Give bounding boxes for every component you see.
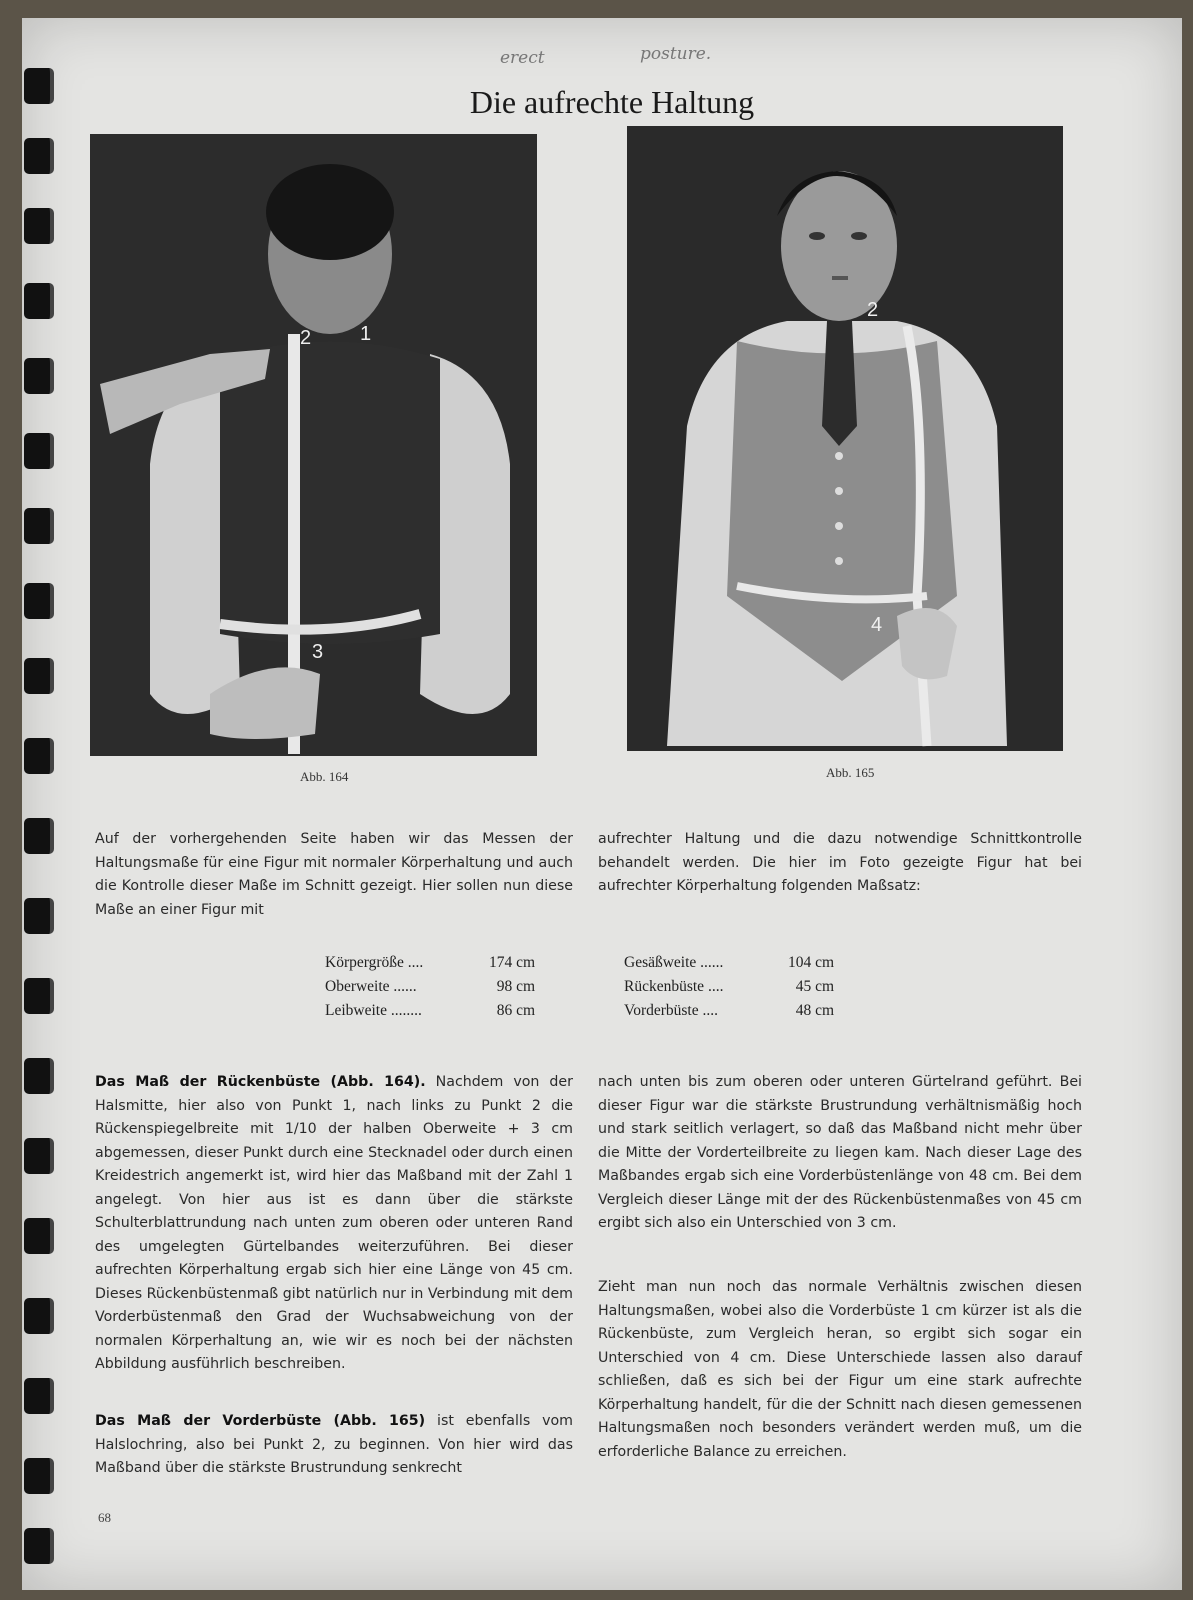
figure-165-photo [627,126,1063,751]
measurement-row: Oberweite ...... 98 cm [325,978,535,995]
measurements-right [624,951,834,1023]
measurement-row: Vorderbüste .... 48 cm [624,1002,834,1019]
intro-left-paragraph: Auf der vorhergehenden Seite haben wir das Messen der Haltungsmaße für eine Figur mit normaler Körperhaltung und auch die Kontrolle dieser Maße im Schnitt gezeigt. Hier sollen nun diese Maße an einer Figur mit [95,831,573,918]
book-page [22,18,1182,1590]
section-heading: Das Maß der Vorderbüste (Abb. 165) [95,1413,426,1429]
figure-165-caption: Abb. 165 [826,765,875,780]
label-1: 1 [360,323,372,345]
label-3: 3 [312,641,324,663]
figure-164-photo [90,134,537,756]
section-text: Nachdem von der Halsmitte, hier also von Punkt 1, nach links zu Punkt 2 die Rückenspiegelbreite mit 1/10 der halben Oberweite + 3 cm abgemessen, dieser Punkt durch eine Stecknadel oder durch einen Kreidestrich angemerkt ist, wird hier das Maßband mit der Zahl 1 angelegt. Von hier aus ist es dann über die stärkste Schulterblattrundung nach unten zum oberen oder unteren Rand des umgelegten Gürtelbandes weiterzuführen. Bei dieser aufrechten Körperhaltung ergab sich hier eine Länge von 45 cm. Dieses Rückenbüstenmaß gibt natürlich nur in Verbindung mit dem Vorderbüstenmaß den Grad der Wuchsabweichung von der normalen Körperhaltung an, wie wir es noch bei der nächsten Abbildung ausführlich beschreiben. [95,1074,573,1372]
handwritten-annotation-right: posture. [640,44,712,64]
intro-right-paragraph: aufrechter Haltung und die dazu notwendige Schnittkontrolle behandelt werden. Die hier im Foto gezeigte Figur hat bei aufrechter Körperhaltung folgenden Maßsatz: [598,831,1082,894]
right-column-paragraph-1: nach unten bis zum oberen oder unteren Gürtelrand geführt. Bei dieser Figur war die stärkste Brustrundung verhältnismäßig hoch und stark seitlich verlagert, so daß das Maßband nicht mehr über die Mitte der Vorderteilbreite zu liegen kam. Nach dieser Lage des Maßbandes ergab sich eine Vorderbüstenlänge von 48 cm. Bei dem Vergleich dieser Länge mit der des Rückenbüstenmaßes von 45 cm ergibt sich also ein Unterschied von 3 cm. [598,1074,1082,1231]
section-rueckenbueste [95,1071,573,1377]
section-heading: Das Maß der Rückenbüste (Abb. 164). [95,1074,426,1090]
measurement-row: Leibweite ........ 86 cm [325,1002,535,1019]
label-4: 4 [871,614,883,636]
measurement-row: Körpergröße .... 174 cm [325,954,535,971]
page-number: 68 [98,1510,111,1525]
label-2: 2 [300,327,312,349]
measurements-left [325,951,535,1023]
label-2: 2 [867,299,879,321]
measurement-row: Rückenbüste .... 45 cm [624,978,834,995]
section-vorderbueste [95,1410,573,1481]
spiral-binding [22,58,62,1558]
page-title: Die aufrechte Haltung [469,84,755,120]
right-column-paragraph-2: Zieht man nun noch das normale Verhältnis zwischen diesen Haltungsmaßen, wobei also die Vorderbüste 1 cm kürzer ist als die Rückenbüste, zum Vergleich heran, so ergibt sich sogar ein Unterschied von 4 cm. Diese Unterschiede lassen also darauf schließen, daß es sich bei der Figur um eine stark aufrechte Körperhaltung handelt, für die der Schnitt nach diesen gemessenen Haltungsmaßen noch besonders verändert werden muß, um die erforderliche Balance zu erreichen. [598,1279,1082,1460]
handwritten-annotation-left: erect [500,48,545,68]
figure-164-caption: Abb. 164 [300,769,349,784]
measurement-row: Gesäßweite ...... 104 cm [624,954,834,971]
section-text: ist ebenfalls vom Halslochring, also bei Punkt 2, zu beginnen. Von hier wird das Maßband über die stärkste Brustrundung senkrecht [95,1413,573,1476]
